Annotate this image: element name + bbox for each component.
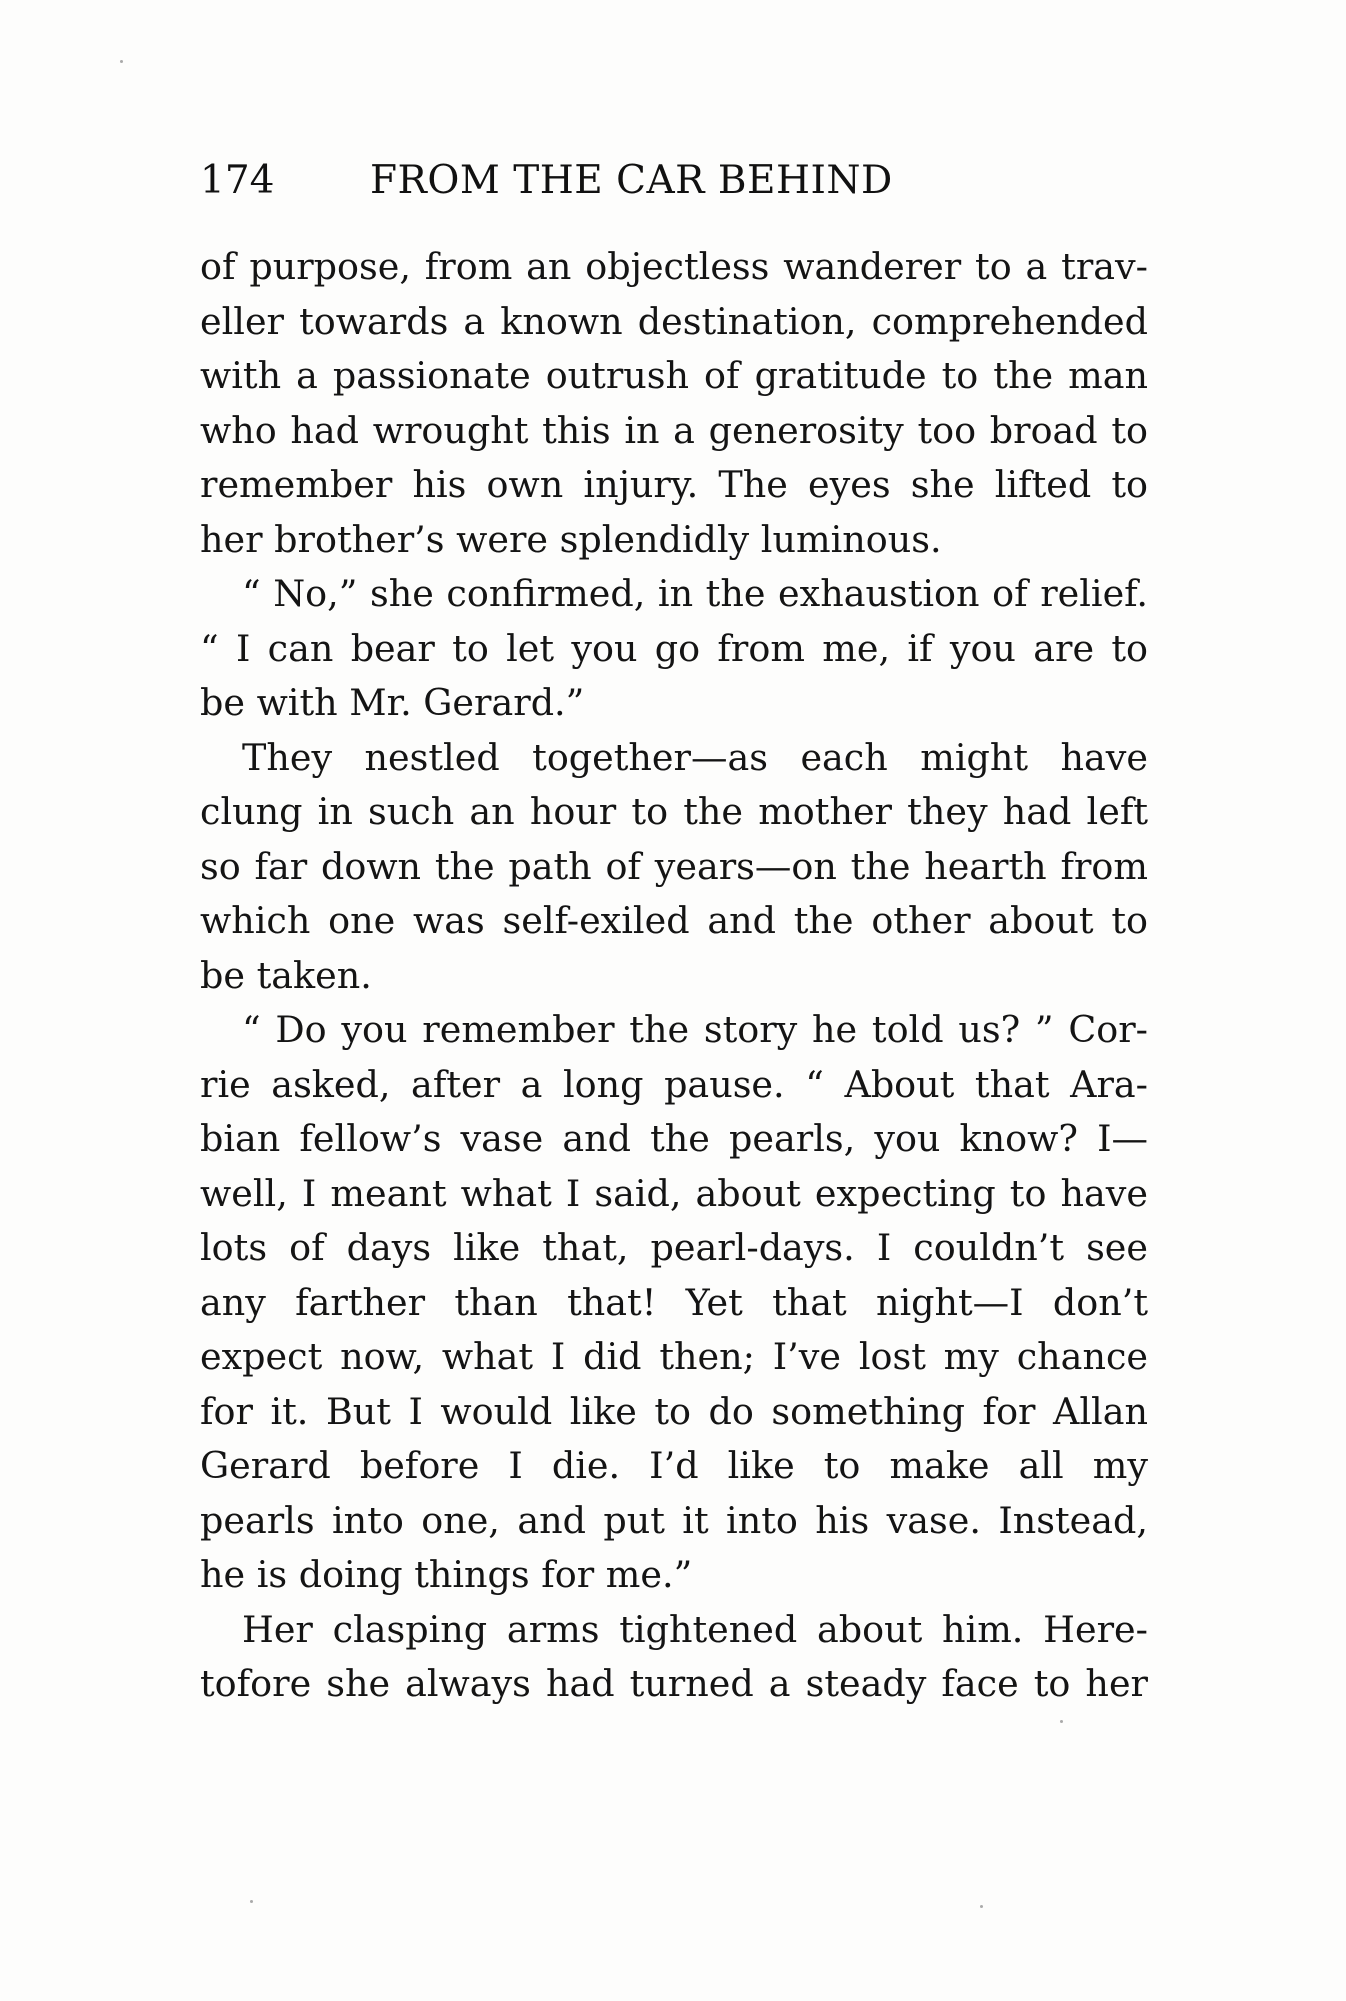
scan-speck xyxy=(980,1905,983,1908)
text-line: be taken. xyxy=(200,953,372,997)
text-line: well, I meant what I said, about expecting to have xyxy=(200,1171,1148,1215)
text-line: any farther than that! Yet that night—I don’t xyxy=(200,1280,1148,1324)
text-line: lots of days like that, pearl-days. I couldn’t see xyxy=(200,1226,1148,1269)
text-line: he is doing things for me.” xyxy=(200,1553,693,1596)
paragraph xyxy=(200,567,1148,731)
paragraph xyxy=(200,1603,1148,1712)
text-line: with a passionate outrush of gratitude to the man xyxy=(200,354,1148,397)
text-line: of purpose, from an objectless wanderer to a trav- xyxy=(200,245,1148,288)
text-line: eller towards a known destination, comprehended xyxy=(200,299,1148,343)
body-text xyxy=(200,240,1148,1712)
text-line: “ Do you remember the story he told us? ” Cor- xyxy=(242,1008,1148,1051)
paragraph xyxy=(200,731,1148,1004)
scan-speck xyxy=(250,1900,253,1903)
paragraph xyxy=(200,1003,1148,1603)
text-line: remember his own injury. The eyes she lifted to xyxy=(200,463,1148,506)
scan-speck xyxy=(1060,1720,1063,1723)
paragraph xyxy=(200,240,1148,567)
text-line: clung in such an hour to the mother they had left xyxy=(200,790,1148,833)
text-line: her brother’s were splendidly luminous. xyxy=(200,517,942,561)
text-line: so far down the path of years—on the hearth from xyxy=(200,844,1148,888)
text-line: expect now, what I did then; I’ve lost my chance xyxy=(200,1335,1148,1378)
page-number: 174 xyxy=(200,158,275,203)
text-line: They nestled together—as each might have xyxy=(242,735,1148,779)
text-line: who had wrought this in a generosity too broad to xyxy=(200,408,1148,452)
text-line: be with Mr. Gerard.” xyxy=(200,681,585,724)
scan-speck xyxy=(120,60,123,63)
text-line: “ I can bear to let you go from me, if you are to xyxy=(200,626,1148,670)
running-title: FROM THE CAR BEHIND xyxy=(370,158,893,203)
text-line: which one was self-exiled and the other about to xyxy=(200,899,1148,942)
text-line: rie asked, after a long pause. “ About that Ara- xyxy=(200,1062,1148,1106)
text-line: tofore she always had turned a steady face to her xyxy=(200,1662,1148,1705)
text-line: pearls into one, and put it into his vase. Instead, xyxy=(200,1498,1148,1542)
text-line: Her clasping arms tightened about him. Here- xyxy=(242,1607,1148,1651)
running-head xyxy=(200,158,1150,208)
text-line: for it. But I would like to do something for Allan xyxy=(200,1389,1148,1433)
text-line: Gerard before I die. I’d like to make all my xyxy=(200,1444,1148,1487)
text-line: “ No,” she confirmed, in the exhaustion of relief. xyxy=(242,572,1148,615)
text-line: bian fellow’s vase and the pearls, you know? I— xyxy=(200,1117,1148,1160)
